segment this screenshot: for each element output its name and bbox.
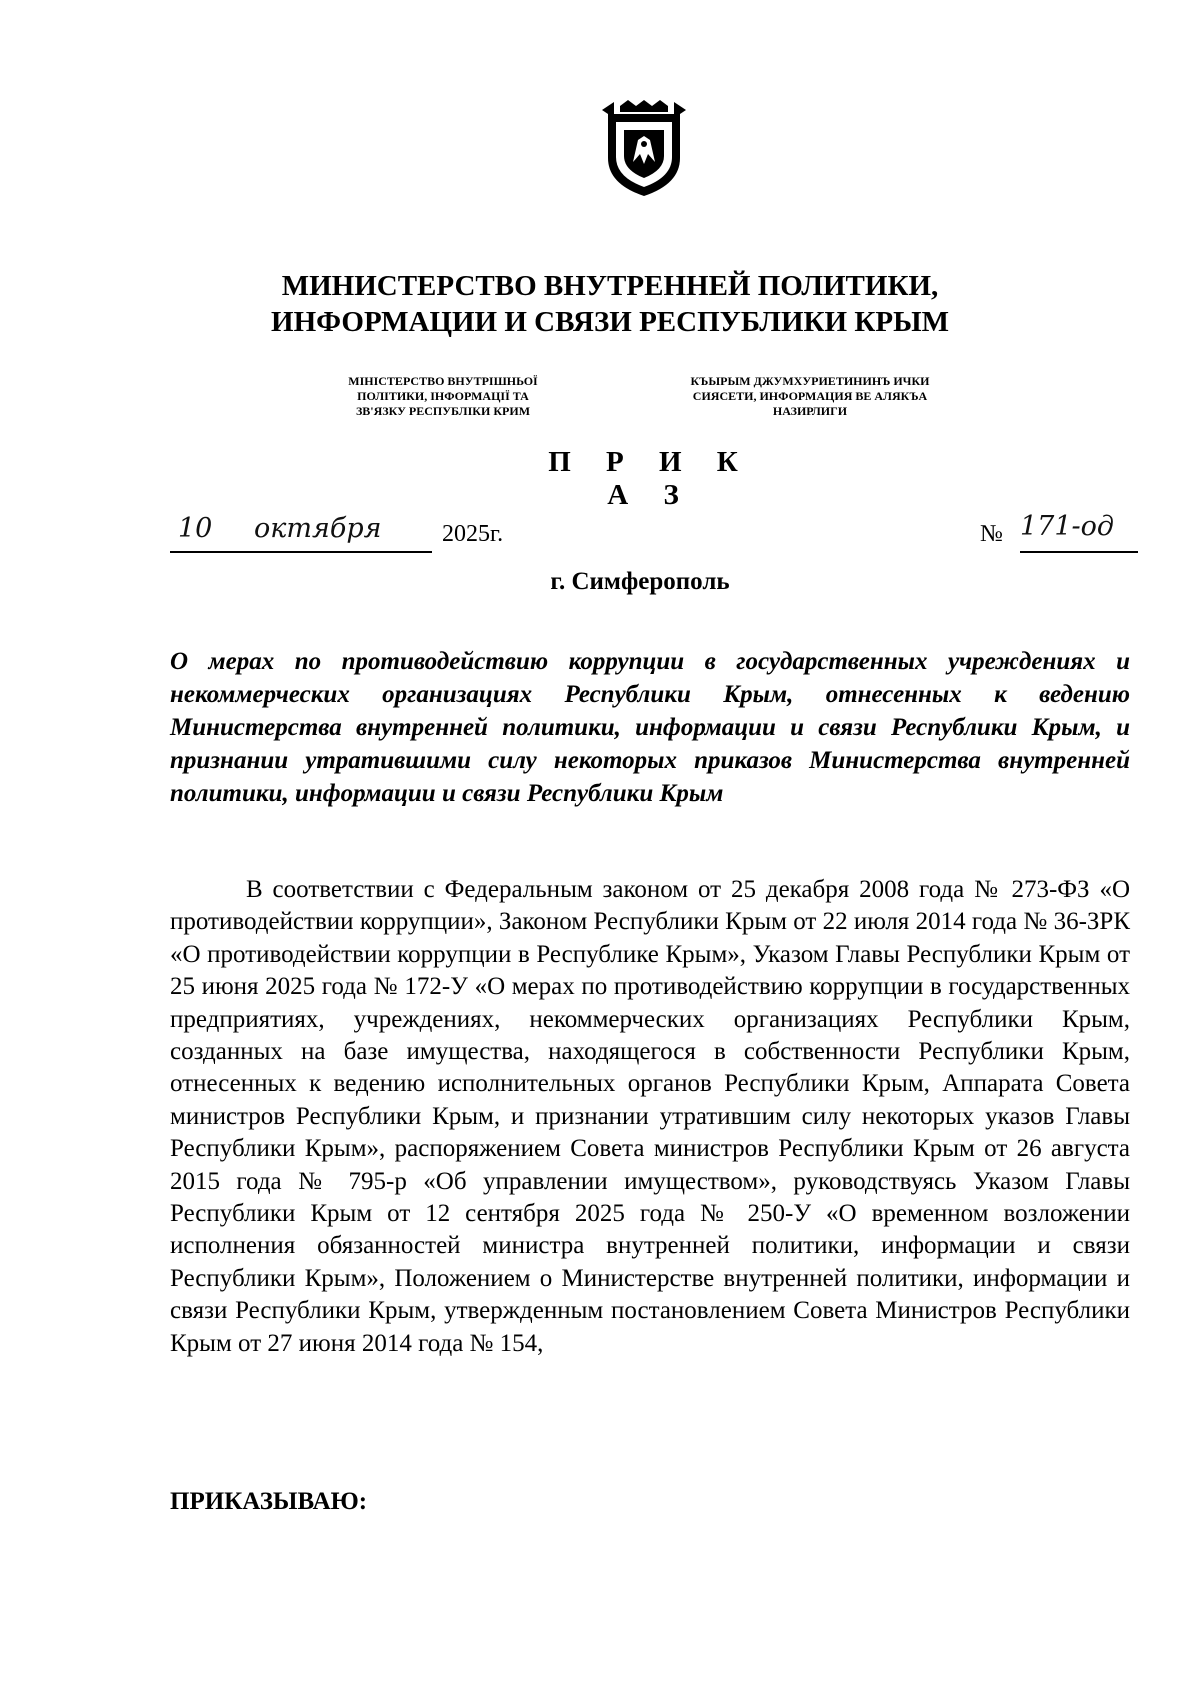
number-underline	[1020, 551, 1138, 553]
ukrainian-name-line2: ПОЛІТИКИ, ІНФОРМАЦІЇ ТА	[357, 389, 529, 403]
date-month: октября	[254, 513, 382, 544]
crimean-tatar-ministry-name	[655, 374, 965, 419]
crimean-tatar-name-line2: СИЯСЕТИ, ИНФОРМАЦИЯ ВЕ АЛЯКЪА	[692, 389, 928, 403]
date-underline	[170, 551, 432, 553]
crimean-tatar-name-line1: КЪЫРЫМ ДЖУМХУРИЕТИНИНЪ ИЧКИ	[690, 374, 930, 388]
ministry-title-line1: МИНИСТЕРСТВО ВНУТРЕННЕЙ ПОЛИТИКИ,	[281, 270, 939, 302]
order-subject: О мерах по противодействию коррупции в государственных учреждениях и некоммерческих организациях Республики Крым, отнесенных к ведению Министерства внутренней политики, информации и связи Республики Крым, и признании утратившими силу некоторых приказов Министерства внутренней политики, информации и связи Республики Крым	[170, 648, 1130, 807]
date-year: 2025г.	[442, 521, 504, 547]
ukrainian-name-line1: МІНІСТЕРСТВО ВНУТРІШНЬОЇ	[348, 374, 538, 388]
crimea-coat-of-arms-icon	[600, 100, 688, 200]
date-day: 10	[178, 513, 213, 544]
number-sign: №	[980, 521, 1003, 547]
order-number	[980, 513, 1150, 555]
crimean-tatar-name-line3: НАЗИРЛИГИ	[772, 404, 848, 418]
ministry-title-line2: ИНФОРМАЦИИ И СВЯЗИ РЕСПУБЛИКИ КРЫМ	[271, 306, 949, 338]
ministry-title	[230, 268, 990, 340]
handwritten-date	[170, 515, 440, 555]
order-date	[170, 515, 540, 555]
ukrainian-ministry-name	[318, 374, 568, 419]
order-command: ПРИКАЗЫВАЮ:	[170, 1488, 368, 1515]
preamble-paragraph: В соответствии с Федеральным законом от 25 декабря 2008 года № 273-ФЗ «О противодействии коррупции», Законом Республики Крым от 22 июля 2014 года № 36-ЗРК «О противодействии коррупции в Республике Крым», Указом Главы Республики Крым от 25 июня 2025 года № 172-У «О мерах по противодействию коррупции в государственных предприятиях, учреждениях, некоммерческих организациях Республики Крым, созданных на базе имущества, находящегося в собственности Республики Крым, отнесенных к ведению исполнительных органов Республики Крым, Аппарата Совета министров Республики Крым, и признании утратившим силу некоторых указов Главы Республики Крым», распоряжением Совета министров Республики Крым от 26 августа 2015 года № 795-р «Об управлении имуществом», руководствуясь Указом Главы Республики Крым от 12 сентября 2025 года № 250-У «О временном возложении исполнения обязанностей министра внутренней политики, информации и связи Республики Крым», Положением о Министерстве внутренней политики, информации и связи Республики Крым, утвержденным постановлением Совета Министров Республики Крым от 27 июня 2014 года № 154,	[170, 876, 1130, 1357]
number-handwritten: 171-од	[1020, 511, 1115, 542]
ukrainian-name-line3: ЗВ'ЯЗКУ РЕСПУБЛІКИ КРИМ	[355, 404, 531, 418]
document-type: П Р И К А З	[548, 446, 752, 511]
city: г. Симферополь	[550, 568, 730, 595]
